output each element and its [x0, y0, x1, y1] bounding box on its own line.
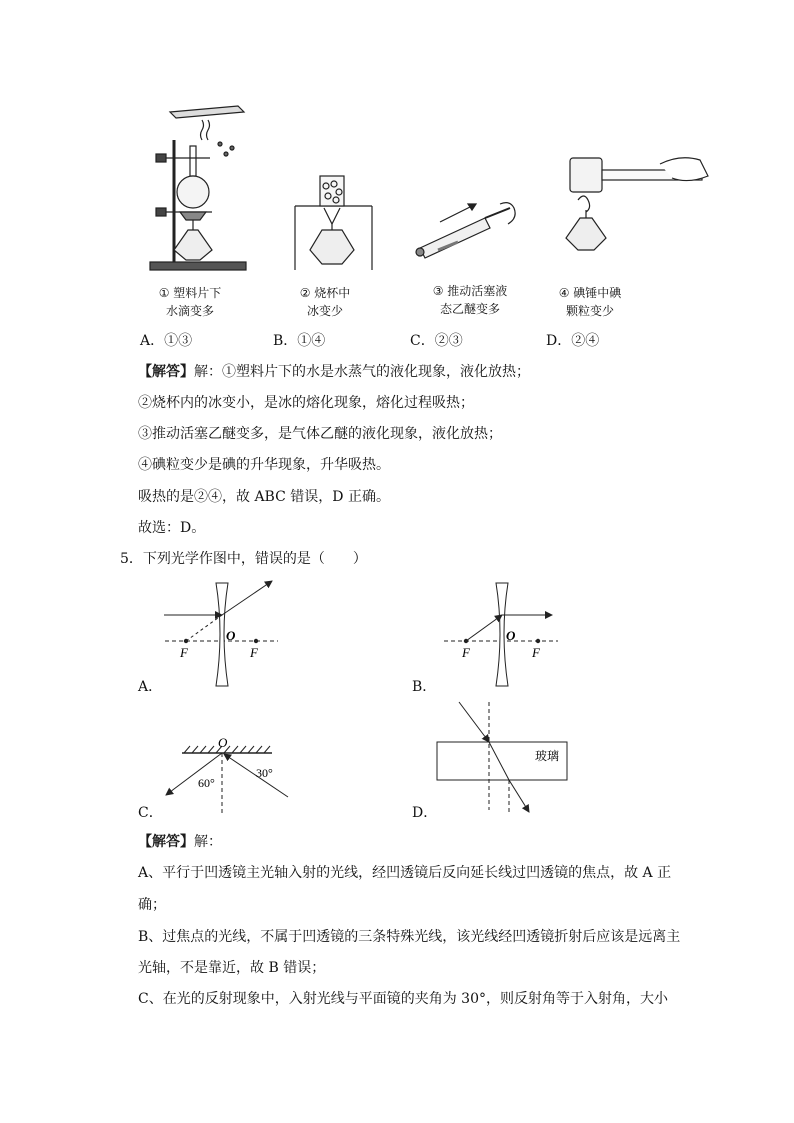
option-letter: A．	[140, 333, 165, 349]
focus-label: F	[462, 645, 470, 660]
caption-line: 态乙醚变多	[439, 302, 500, 316]
figure-2-caption	[280, 284, 370, 320]
answer4-line-6: 故选：D。	[138, 520, 206, 536]
diagram-a	[160, 578, 290, 688]
figure-4-iodine-hammer	[566, 158, 708, 250]
figure-1-caption	[140, 284, 240, 320]
option-d[interactable]	[546, 331, 599, 351]
answer-tag: 【解答】	[138, 364, 194, 380]
answer5-line-3: B、过焦点的光线，不属于凹透镜的三条特殊光线，该光线经凹透镜折射后应该是远离主	[138, 929, 681, 945]
option-c[interactable]	[410, 331, 463, 351]
figure-1-apparatus	[150, 106, 246, 270]
caption-line: 碘锤中碘	[573, 286, 622, 300]
focus-label: F	[250, 645, 258, 660]
answer4-line-4: ④碘粒变少是碘的升华现象，升华吸热。	[138, 457, 390, 473]
option-text: ②④	[571, 333, 600, 349]
answer4-line-1	[138, 362, 530, 382]
figure-2-beaker	[295, 176, 372, 270]
caption-line: 冰变少	[306, 304, 343, 318]
option-text: ②③	[434, 333, 463, 349]
option-letter: C．	[410, 333, 435, 349]
question-5-stem: 5．下列光学作图中，错误的是（ ）	[120, 551, 367, 567]
figure-4-caption	[550, 284, 630, 320]
answer-text: 解：①塑料片下的水是水蒸气的液化现象，液化放热；	[194, 364, 530, 380]
option-letter: D．	[546, 333, 572, 349]
answer4-line-3: ③推动活塞乙醚变多，是气体乙醚的液化现象，液化放热；	[138, 426, 502, 442]
center-label: O	[506, 628, 516, 643]
caption-line: 烧杯中	[314, 286, 351, 300]
answer-intro: 解：	[194, 834, 222, 850]
caption-line: 推动活塞液	[447, 284, 508, 298]
answer5-header	[138, 832, 222, 852]
answer-tag: 【解答】	[138, 834, 194, 850]
point-o-label: O	[218, 735, 228, 750]
answer5-line-1: A、平行于凹透镜主光轴入射的光线，经凹透镜后反向延长线过凹透镜的焦点，故 A 正	[138, 865, 672, 881]
focus-label: F	[180, 645, 188, 660]
option-a[interactable]	[140, 331, 192, 351]
answer5-line-4: 光轴，不是靠近，故 B 错误；	[138, 960, 326, 976]
option-letter: B．	[273, 333, 298, 349]
diagram-d	[435, 700, 575, 815]
focus-label: F	[532, 645, 540, 660]
caption-line: 水滴变多	[165, 304, 214, 318]
option-text: ①③	[164, 333, 193, 349]
angle-60-label: 60°	[198, 776, 215, 790]
angle-30-label: 30°	[256, 766, 273, 780]
answer5-line-2: 确；	[138, 897, 166, 913]
diagram-d-letter: D．	[412, 805, 438, 821]
diagram-b	[440, 578, 570, 688]
caption-number: ①	[158, 286, 170, 300]
figure-3-syringe	[416, 203, 515, 258]
diagram-a-letter: A．	[138, 679, 163, 695]
answer4-line-2: ②烧杯内的冰变小，是冰的熔化现象，熔化过程吸热；	[138, 395, 474, 411]
center-label: O	[226, 628, 236, 643]
experiment-figures	[140, 100, 720, 285]
option-b[interactable]	[273, 331, 325, 351]
figure-3-caption	[415, 282, 525, 318]
option-text: ①④	[297, 333, 326, 349]
caption-number: ③	[432, 284, 444, 298]
caption-line: 颗粒变少	[565, 304, 614, 318]
caption-number: ②	[299, 286, 311, 300]
diagram-b-letter: B．	[412, 679, 437, 695]
diagram-c-letter: C．	[138, 805, 163, 821]
caption-line: 塑料片下	[173, 286, 222, 300]
answer5-line-5: C、在光的反射现象中，入射光线与平面镜的夹角为 30°，则反射角等于入射角，大小	[138, 991, 668, 1007]
glass-label: 玻璃	[535, 749, 560, 763]
answer4-line-5: 吸热的是②④，故 ABC 错误，D 正确。	[138, 489, 390, 505]
diagram-c	[160, 735, 300, 815]
caption-number: ④	[558, 286, 570, 300]
